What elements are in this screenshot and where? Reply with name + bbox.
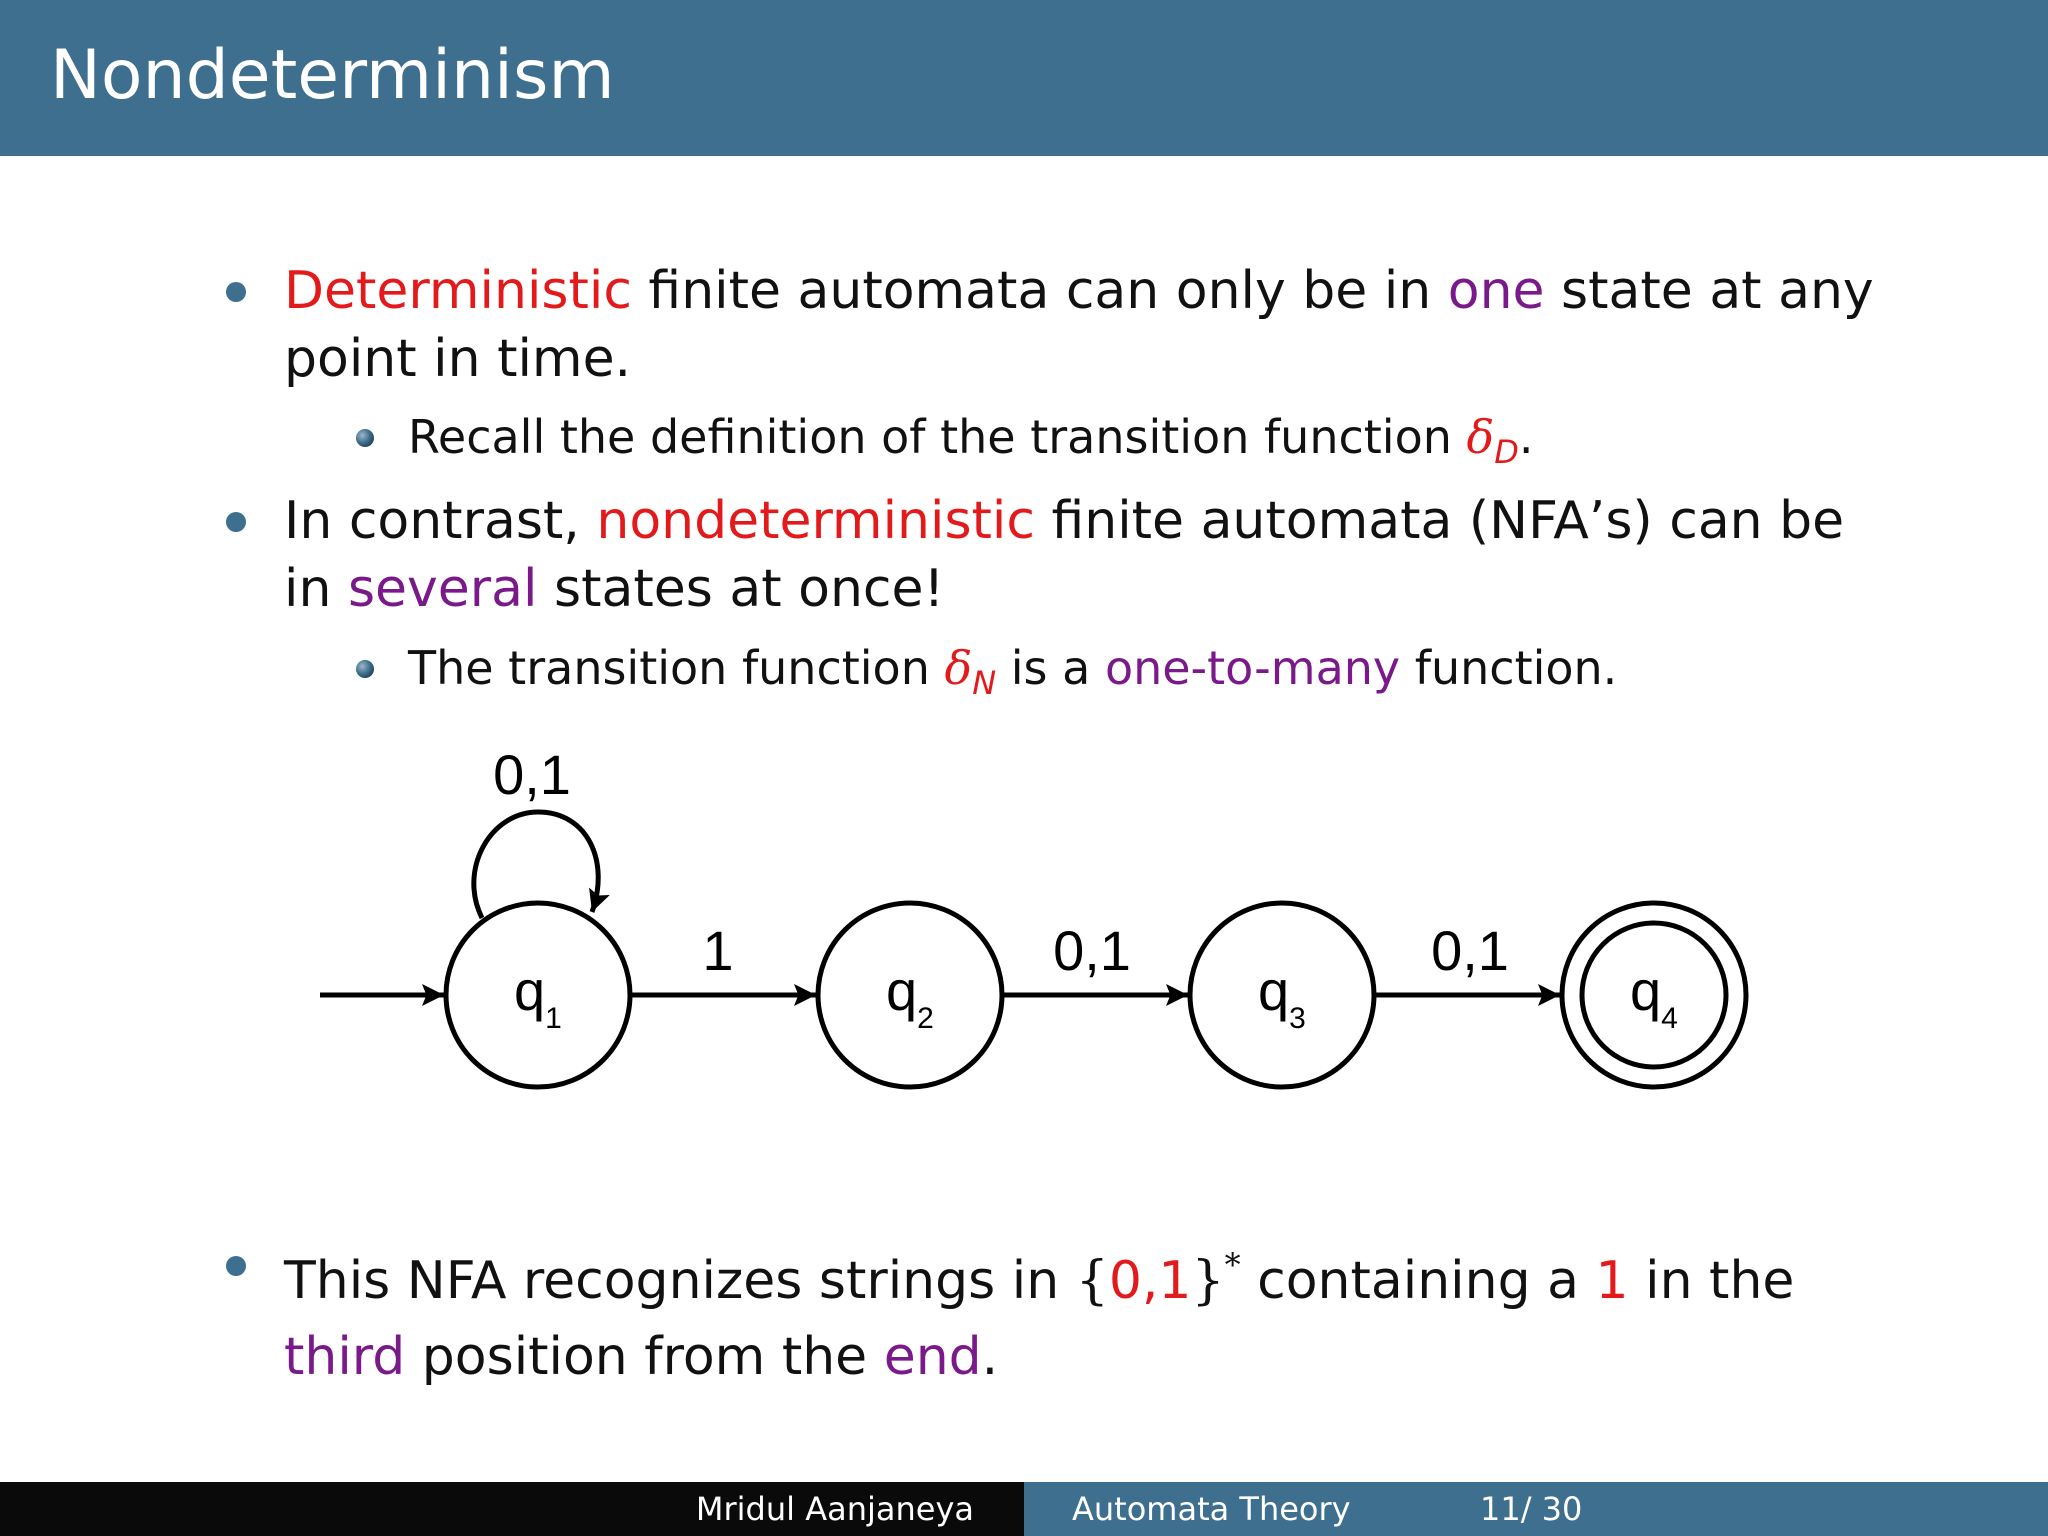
bullet-text: finite automata (NFA’s) can be: [1034, 491, 1845, 551]
term-one-digit: 1: [1595, 1251, 1629, 1311]
bullet-text: in the: [1628, 1251, 1795, 1311]
edge-label-q3-q4: 0,1: [1431, 919, 1509, 982]
bullet-text: point in time.: [284, 329, 632, 389]
term-nondeterministic: nondeterministic: [596, 491, 1035, 551]
term-several: several: [347, 559, 538, 619]
state-label-q1: $q_1$: [514, 959, 562, 1035]
bullet-nfa-recognizes: [284, 1227, 1904, 1395]
bullet-text: states at once!: [537, 559, 945, 619]
state-label-q2: $q_2$: [886, 959, 934, 1035]
footer-author-box: [0, 1482, 1024, 1536]
footer-author: Mridul Aanjaneya: [695, 1490, 974, 1528]
subbullet-text: is a: [996, 641, 1105, 695]
footer-course: Automata Theory: [1072, 1490, 1351, 1528]
term-deterministic: Deterministic: [284, 261, 632, 321]
bullet-text: In contrast,: [284, 491, 597, 551]
slide-title: Nondeterminism: [50, 36, 615, 115]
subbullet-text: Recall the definition of the transition function: [408, 410, 1467, 464]
slide-footer: [0, 1482, 2048, 1536]
subbullet-text: .: [1518, 410, 1534, 464]
subbullet-text: function.: [1400, 641, 1618, 695]
set-close-brace: }: [1191, 1251, 1225, 1311]
edge-label-q1-q2: 1: [702, 919, 734, 982]
state-label-q3: $q_3$: [1258, 959, 1306, 1035]
bullet-text: .: [981, 1327, 999, 1387]
bullet-text: finite automata can only be in: [631, 261, 1448, 321]
delta-d-symbol: $\delta_D$: [1466, 410, 1519, 471]
set-elements: 0,1: [1108, 1251, 1192, 1311]
bullet-text: in: [284, 559, 348, 619]
footer-course-box: [1024, 1482, 2048, 1536]
term-end: end: [883, 1327, 982, 1387]
set-open-brace: {: [1075, 1251, 1109, 1311]
delta-n-symbol: $\delta_N$: [944, 641, 997, 702]
footer-page-number: 11/ 30: [1480, 1490, 1583, 1528]
state-label-q4: $q_4$: [1630, 959, 1678, 1035]
term-one: one: [1447, 261, 1545, 321]
subbullet-text: The transition function: [408, 641, 945, 695]
bullet-dot: [226, 1256, 246, 1276]
loop-label: 0,1: [493, 743, 571, 806]
edge-label-q2-q3: 0,1: [1053, 919, 1131, 982]
bullet-text: state at any: [1544, 261, 1874, 321]
bullet-text: containing a: [1240, 1251, 1596, 1311]
term-one-to-many: one-to-many: [1104, 641, 1401, 695]
bullet-text: This NFA recognizes strings in: [284, 1251, 1076, 1311]
bullet-text: position from the: [405, 1327, 884, 1387]
term-third: third: [284, 1327, 406, 1387]
kleene-star: *: [1224, 1246, 1241, 1284]
